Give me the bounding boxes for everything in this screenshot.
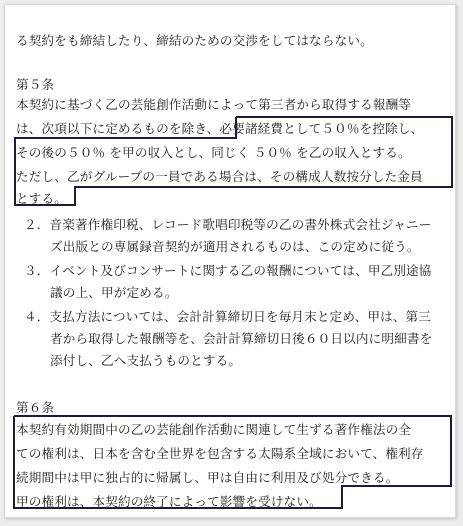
article-5-heading: 第５条	[16, 77, 55, 92]
article-5-item-3-line-1: ３．イベント及びコンサートに関する乙の報酬については、甲乙別途協	[24, 263, 432, 278]
carryover-line: る契約をも締結したり、締結のための交渉をしてはならない。	[16, 33, 373, 48]
article-6-line-3: 続期間中は甲に独占的に帰属し、甲は自由に利用及び処分できる。	[16, 470, 399, 485]
document-page	[4, 4, 456, 518]
article-5-item-4-line-3: 添付し、乙へ支払うものとする。	[50, 353, 242, 368]
article-6-heading: 第６条	[16, 400, 55, 415]
article-5-item-4-line-2: 者から取得した報酬等を、会計計算締切日後６０日以内に明細書を	[50, 331, 433, 346]
article-5-line-4: ただし、乙がグループの一員である場合は、その構成人数按分した金員	[16, 169, 423, 184]
article-6-highlight	[5, 5, 457, 519]
article-5-line-5: とする。	[16, 191, 67, 206]
article-5-line-3: その後の５０％ を甲の収入とし、同じく ５０％ を乙の収入とする。	[16, 145, 411, 160]
article-5-line-1: 本契約に基づく乙の芸能創作活動によって第三者から取得する報酬等	[16, 97, 412, 112]
article-5-item-3-line-2: 議の上、甲が定める。	[50, 285, 178, 300]
article-5-item-2-line-2: ズ出版との専属録音契約が適用されるものは、この定めに従う。	[50, 239, 420, 254]
article-6-line-1: 本契約有効期間中の乙の芸能創作活動に関連して生ずる著作権法の全	[16, 422, 412, 437]
article-6-line-2: ての権利は、日本を含む全世界を包含する太陽系全域において、権利存	[16, 446, 424, 461]
article-6-line-4: 甲の権利は、本契約の終了によって影響を受けない。	[16, 494, 322, 509]
article-5-item-2-line-1: ２．音楽著作権印税、レコード歌唱印税等の乙の書外株式会社ジャニー	[24, 217, 432, 232]
article-5-line-2: は、次項以下に定めるものを除き、必要諸経費として５０％を控除し、	[16, 121, 424, 136]
article-5-item-4-line-1: ４．支払方法については、会計計算締切日を毎月末と定め、甲は、第三	[24, 309, 432, 324]
